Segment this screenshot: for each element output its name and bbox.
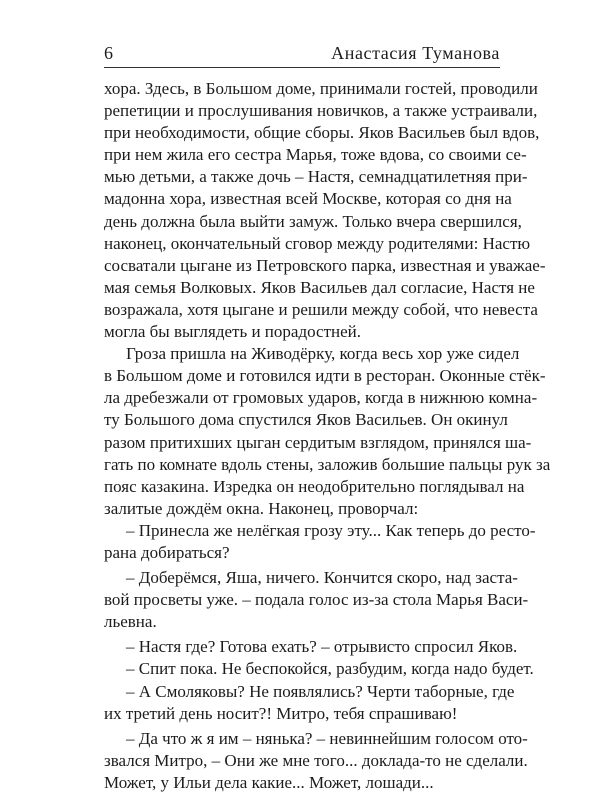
text-line: возражала, хотя цыгане и решили между собой, что невеста (104, 299, 538, 319)
text-line: – А Смоляковы? Не появлялись? Черти таборные, где (126, 681, 515, 701)
dialogue-paragraph (104, 520, 536, 564)
text-line: мью детьми, а также дочь – Настя, семнадцатилетняя при- (104, 167, 528, 187)
text-line: – Спит пока. Не беспокойся, разбудим, когда надо будет. (126, 659, 534, 679)
text-line: – Принесла же нелёгкая грозу эту... Как теперь до ресто- (126, 520, 536, 540)
text-line: в Большом доме и готовился идти в ресторан. Оконные стёк- (104, 366, 546, 386)
text-line: наконец, окончательный сговор между родителями: Настю (104, 233, 531, 253)
text-line: – Да что ж я им – нянька? – невиннейшим голосом ото- (126, 728, 528, 748)
dialogue-paragraph (104, 636, 518, 658)
text-line: их третий день носит?! Митро, тебя спрашиваю! (104, 703, 458, 723)
header-divider (104, 67, 500, 68)
text-line: гать по комнате вдоль стены, заложив большие пальцы рук за (104, 454, 551, 474)
text-line: рана добираться? (104, 542, 230, 562)
dialogue-paragraph (104, 567, 529, 633)
text-line: ла дребезжали от громовых ударов, когда в нижнюю комна- (104, 388, 538, 408)
text-line: – Доберёмся, Яша, ничего. Кончится скоро, над заста- (126, 568, 518, 588)
text-line: залитые дождём окна. Наконец, проворчал: (104, 498, 419, 518)
page-number: 6 (104, 43, 113, 63)
dialogue-paragraph (104, 681, 515, 725)
text-line: пояс казакина. Изредка он неодобрительно поглядывал на (104, 476, 525, 496)
text-line: хора. Здесь, в Большом доме, принимали гостей, проводили (104, 79, 538, 98)
running-title-author: Анастасия Туманова (331, 43, 500, 63)
text-line: мая семья Волковых. Яков Васильев дал согласие, Настя не (104, 277, 535, 297)
text-line: день должна была выйти замуж. Только вчера свершился, (104, 211, 522, 231)
text-line: вой просветы уже. – подала голос из-за стола Марья Васи- (104, 590, 529, 610)
text-line: при нем жила его сестра Марья, тоже вдова, со своими се- (104, 145, 527, 165)
text-line: Может, у Ильи дела какие... Может, лошади... (104, 772, 434, 792)
text-line: звался Митро, – Они же мне того... доклада-то не сделали. (104, 750, 528, 770)
dialogue-paragraph (104, 658, 534, 680)
text-line: мадонна хора, известная всей Москве, которая со дня на (104, 189, 512, 209)
text-line: ту Большого дома спустился Яков Васильев. Он окинул (104, 410, 508, 430)
text-line: репетиции и прослушивания новичков, а также устраивали, (104, 101, 538, 121)
text-line: разом притихших цыган сердитым взглядом, принялся ша- (104, 432, 532, 452)
text-line: льевна. (104, 612, 157, 632)
text-line: Гроза пришла на Живодёрку, когда весь хор уже сидел (126, 344, 520, 364)
text-line: могла бы выглядеть и порадостней. (104, 322, 361, 342)
text-line: сосватали цыгане из Петровского парка, известная и уважае- (104, 255, 546, 275)
paragraph (104, 343, 551, 520)
text-line: – Настя где? Готова ехать? – отрывисто спросил Яков. (126, 637, 518, 657)
dialogue-paragraph (104, 728, 528, 794)
page-header (104, 36, 500, 66)
body-text (104, 78, 551, 794)
text-line: при необходимости, общие сборы. Яков Васильев был вдов, (104, 123, 540, 143)
paragraph (104, 78, 546, 343)
